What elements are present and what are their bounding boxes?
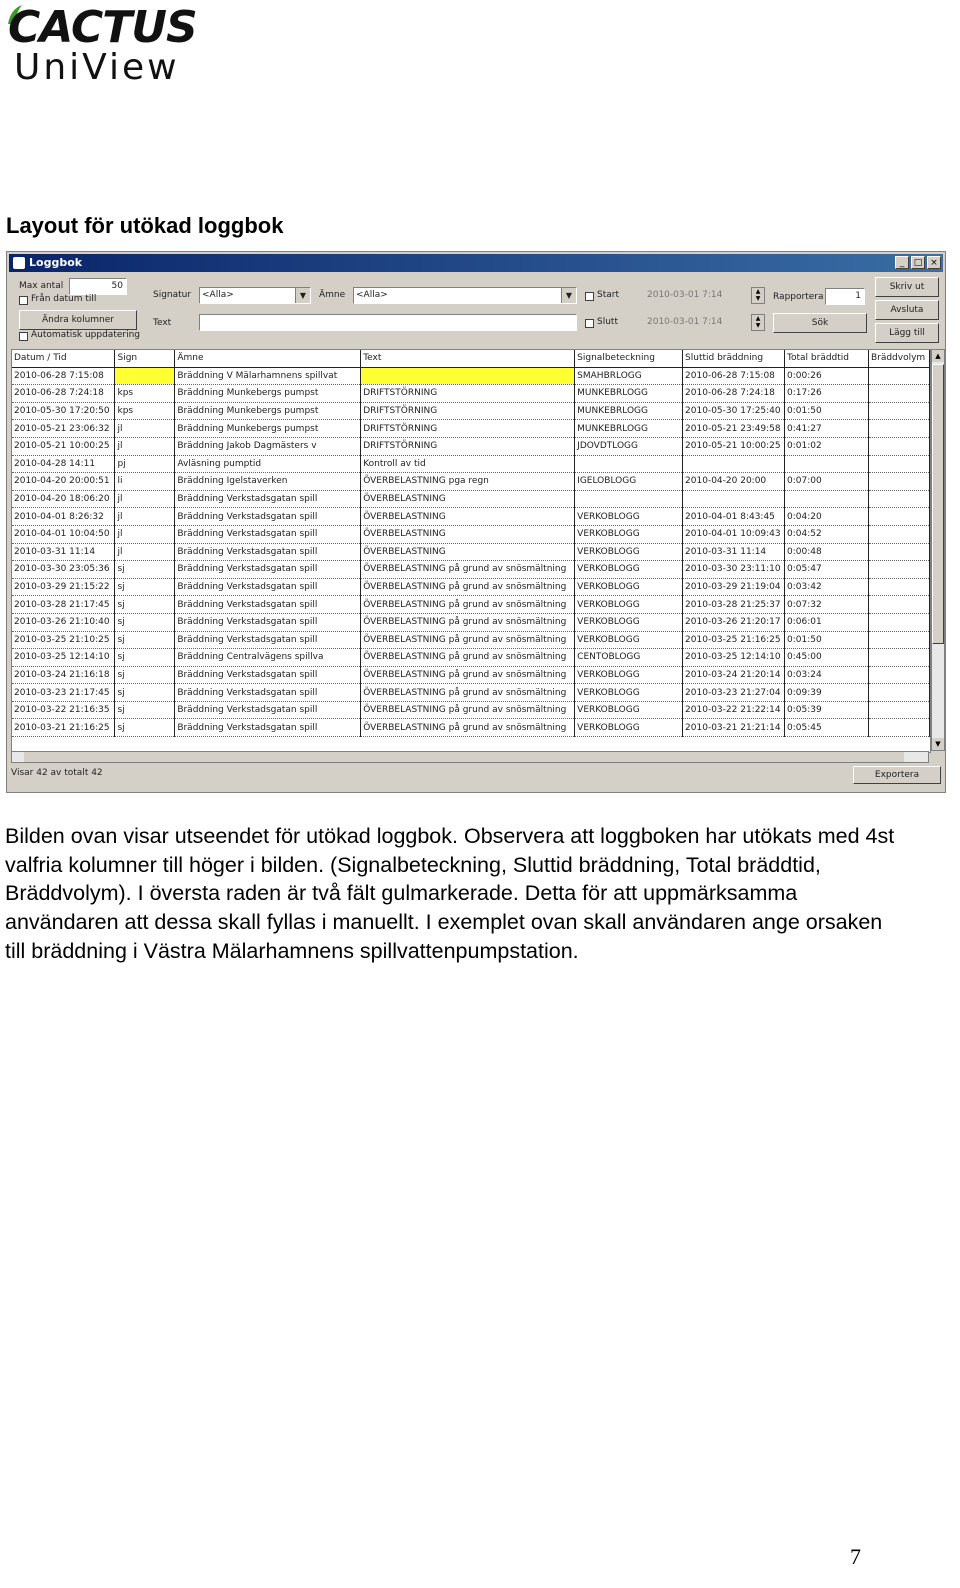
table-cell[interactable]: ÖVERBELASTNING på grund av snösmältning [361,684,575,702]
table-cell[interactable]: 0:17:26 [785,385,869,403]
table-cell[interactable]: 2010-04-20 20:00 [683,473,785,491]
window-titlebar[interactable] [9,254,943,272]
text-search-input[interactable] [199,314,577,331]
table-cell[interactable]: ÖVERBELASTNING på grund av snösmältning [361,719,575,737]
table-row[interactable] [12,666,930,684]
table-cell[interactable]: ÖVERBELASTNING på grund av snösmältning [361,701,575,719]
hscroll-thumb[interactable] [24,752,904,762]
table-cell[interactable]: Kontroll av tid [361,455,575,473]
table-cell[interactable]: VERKOBLOGG [575,525,683,543]
table-cell[interactable]: Bräddning Verkstadsgatan spill [175,490,361,508]
table-cell[interactable] [868,649,929,667]
table-cell[interactable]: VERKOBLOGG [575,508,683,526]
table-cell[interactable]: 2010-03-26 21:10:40 [12,613,115,631]
table-cell[interactable]: ÖVERBELASTNING pga regn [361,473,575,491]
table-cell[interactable] [868,473,929,491]
table-cell[interactable]: VERKOBLOGG [575,578,683,596]
table-cell[interactable]: 0:01:02 [785,437,869,455]
table-cell[interactable]: jl [115,490,175,508]
slutt-spinner[interactable]: ▲ ▼ [751,314,765,331]
table-cell[interactable] [868,525,929,543]
table-cell[interactable]: MUNKEBRLOGG [575,402,683,420]
table-cell[interactable]: 2010-03-23 21:27:04 [683,684,785,702]
table-cell[interactable]: IGELOBLOGG [575,473,683,491]
auto-uppdatering-label: Automatisk uppdatering [31,330,141,340]
fran-datum-label: Från datum till [31,294,97,304]
table-cell[interactable] [868,684,929,702]
table-cell[interactable]: Bräddning Verkstadsgatan spill [175,508,361,526]
table-cell[interactable]: ÖVERBELASTNING [361,525,575,543]
table-cell[interactable] [868,420,929,438]
app-icon [13,257,25,269]
table-cell[interactable]: ÖVERBELASTNING på grund av snösmältning [361,613,575,631]
table-cell[interactable]: 0:04:52 [785,525,869,543]
lagg-till-button[interactable]: Lägg till [875,323,939,343]
vertical-scrollbar[interactable] [931,349,945,751]
start-spinner[interactable]: ▲ ▼ [751,287,765,304]
table-cell[interactable]: kps [115,402,175,420]
table-row[interactable] [12,420,930,438]
table-cell[interactable]: Bräddning Verkstadsgatan spill [175,701,361,719]
table-cell[interactable]: 2010-03-21 21:21:14 [683,719,785,737]
table-cell[interactable]: 2010-03-24 21:20:14 [683,666,785,684]
cactus-uniview-logo [8,4,208,86]
table-cell[interactable] [868,701,929,719]
table-body [12,367,930,736]
table-cell[interactable]: 0:01:50 [785,631,869,649]
table-cell[interactable]: DRIFTSTÖRNING [361,402,575,420]
skriv-ut-button[interactable]: Skriv ut [875,277,939,297]
chevron-down-icon[interactable]: ▼ [295,288,310,303]
table-cell[interactable]: ÖVERBELASTNING på grund av snösmältning [361,561,575,579]
table-cell[interactable]: 2010-04-01 8:43:45 [683,508,785,526]
table-row[interactable] [12,701,930,719]
table-cell[interactable]: sj [115,596,175,614]
rapportera-label: Rapportera [773,292,824,302]
table-cell[interactable]: 2010-03-21 21:16:25 [12,719,115,737]
table-cell[interactable]: Bräddning V Mälarhamnens spillvat [175,367,361,385]
table-row[interactable] [12,543,930,561]
table-cell[interactable]: 0:00:26 [785,367,869,385]
table-row[interactable] [12,402,930,420]
table-cell[interactable]: 2010-05-21 23:06:32 [12,420,115,438]
scroll-down-icon[interactable]: ▼ [932,738,944,750]
window-title: Loggbok [29,256,83,269]
start-checkbox[interactable] [585,292,594,301]
table-cell[interactable]: ÖVERBELASTNING på grund av snösmältning [361,596,575,614]
table-cell[interactable]: VERKOBLOGG [575,719,683,737]
table-cell[interactable]: 2010-04-01 10:09:43 [683,525,785,543]
table-cell[interactable]: 2010-03-22 21:16:35 [12,701,115,719]
table-row[interactable] [12,455,930,473]
table-cell[interactable] [683,490,785,508]
table-row[interactable] [12,684,930,702]
description-paragraph: Bilden ovan visar utseendet för utökad loggbok. Observera att loggboken har utökats med 4st valfria kolumner till höger i bilden. (Signalbeteckning, Sluttid bräddning, Total bräddtid, Bräddvolym). I översta raden är två fält gulmarkerade. Detta för att uppmärksamma användaren att dessa skall fyllas i manuellt. I exemplet ovan skall användaren ange orsaken till bräddning i Västra Mälarhamnens spillvattenpumpstation. [5,824,895,963]
table-cell[interactable]: 2010-04-01 10:04:50 [12,525,115,543]
table-cell[interactable]: 2010-03-28 21:25:37 [683,596,785,614]
table-cell[interactable]: jl [115,508,175,526]
table-cell[interactable]: 2010-06-28 7:24:18 [683,385,785,403]
table-cell[interactable]: VERKOBLOGG [575,666,683,684]
table-cell[interactable]: Bräddning Munkebergs pumpst [175,420,361,438]
table-cell[interactable] [868,490,929,508]
table-cell[interactable] [868,596,929,614]
table-cell[interactable]: 0:07:32 [785,596,869,614]
table-cell[interactable]: 2010-06-28 7:15:08 [12,367,115,385]
table-cell[interactable]: ÖVERBELASTNING på grund av snösmältning [361,649,575,667]
table-row[interactable] [12,596,930,614]
table-cell[interactable]: sj [115,701,175,719]
logo-uniview-text: UniView [14,47,180,88]
table-cell[interactable]: 0:05:39 [785,701,869,719]
window-buttons [895,256,941,269]
table-cell[interactable] [785,455,869,473]
table-cell[interactable]: 2010-05-30 17:25:40 [683,402,785,420]
table-row[interactable] [12,613,930,631]
start-label: Start [597,290,619,300]
table-cell[interactable]: Bräddning Verkstadsgatan spill [175,543,361,561]
table-cell[interactable]: jl [115,420,175,438]
text-label: Text [153,318,172,328]
table-cell[interactable] [868,719,929,737]
table-cell[interactable]: li [115,473,175,491]
table-cell[interactable] [868,367,929,385]
column-header[interactable]: Signalbeteckning [575,350,683,367]
slutt-checkbox[interactable] [585,319,594,328]
table-cell[interactable]: 0:03:24 [785,666,869,684]
table-cell[interactable]: 2010-03-26 21:20:17 [683,613,785,631]
table-row[interactable] [12,473,930,491]
table-cell[interactable]: VERKOBLOGG [575,613,683,631]
table-cell[interactable]: 2010-05-21 23:49:58 [683,420,785,438]
table-cell[interactable]: Bräddning Verkstadsgatan spill [175,578,361,596]
table-cell[interactable]: sj [115,561,175,579]
signatur-select[interactable] [199,287,311,304]
table-cell[interactable]: 2010-03-22 21:22:14 [683,701,785,719]
table-cell[interactable]: 2010-03-25 12:14:10 [683,649,785,667]
exportera-button[interactable]: Exportera [853,766,941,784]
table-cell[interactable]: sj [115,631,175,649]
table-cell[interactable]: sj [115,578,175,596]
table-cell[interactable]: CENTOBLOGG [575,649,683,667]
andra-kolumner-button[interactable]: Ändra kolumner [19,310,137,330]
table-cell[interactable] [575,490,683,508]
table-cell[interactable]: Bräddning Verkstadsgatan spill [175,613,361,631]
start-datetime[interactable]: 2010-03-01 7:14 [647,290,723,300]
table-cell[interactable] [575,455,683,473]
table-cell[interactable]: 0:00:48 [785,543,869,561]
table-cell[interactable]: 0:45:00 [785,649,869,667]
table-row[interactable] [12,525,930,543]
table-cell[interactable]: Bräddning Centralvägens spillva [175,649,361,667]
table-cell[interactable]: Bräddning Verkstadsgatan spill [175,719,361,737]
table-cell[interactable]: ÖVERBELASTNING [361,490,575,508]
table-cell[interactable]: 2010-05-21 10:00:25 [12,437,115,455]
table-cell[interactable]: 2010-03-28 21:17:45 [12,596,115,614]
column-header[interactable]: Text [361,350,575,367]
table-cell[interactable]: 2010-03-24 21:16:18 [12,666,115,684]
table-cell[interactable]: VERKOBLOGG [575,561,683,579]
table-row[interactable] [12,385,930,403]
table-cell[interactable]: ÖVERBELASTNING [361,508,575,526]
amne-select[interactable] [353,287,577,304]
maximize-icon[interactable]: □ [911,256,925,269]
table-row[interactable] [12,508,930,526]
table-cell[interactable]: 0:41:27 [785,420,869,438]
page-number: 7 [850,1544,861,1569]
table-cell[interactable]: sj [115,649,175,667]
table-cell[interactable] [115,367,175,385]
table-cell[interactable] [785,490,869,508]
loggbok-table [11,349,931,753]
table-cell[interactable]: VERKOBLOGG [575,684,683,702]
table-cell[interactable] [868,631,929,649]
table-cell[interactable]: 2010-03-23 21:17:45 [12,684,115,702]
fran-datum-checkbox[interactable] [19,296,28,305]
table-cell[interactable]: 2010-03-30 23:11:10 [683,561,785,579]
signatur-value: <Alla> [202,290,234,300]
table-cell[interactable]: 0:03:42 [785,578,869,596]
table-cell[interactable]: Bräddning Verkstadsgatan spill [175,525,361,543]
table-row[interactable] [12,437,930,455]
table-row[interactable] [12,561,930,579]
loggbok-window [6,251,946,793]
column-header[interactable]: Ämne [175,350,361,367]
table-cell[interactable]: VERKOBLOGG [575,631,683,649]
status-text: Visar 42 av totalt 42 [11,768,103,778]
table-cell[interactable] [361,367,575,385]
table-row[interactable] [12,578,930,596]
table-cell[interactable]: Bräddning Verkstadsgatan spill [175,666,361,684]
table-cell[interactable]: 0:07:00 [785,473,869,491]
table-cell[interactable]: Bräddning Verkstadsgatan spill [175,561,361,579]
table-cell[interactable]: sj [115,613,175,631]
table-row[interactable] [12,719,930,737]
chevron-down-icon[interactable]: ▼ [561,288,576,303]
sok-button[interactable]: Sök [773,313,867,333]
table-cell[interactable]: 2010-03-25 21:10:25 [12,631,115,649]
column-header[interactable]: Bräddvolym [868,350,929,367]
column-header[interactable]: Datum / Tid [12,350,115,367]
table-cell[interactable]: 2010-03-30 23:05:36 [12,561,115,579]
table-cell[interactable]: ÖVERBELASTNING på grund av snösmältning [361,631,575,649]
slutt-datetime[interactable]: 2010-03-01 7:14 [647,317,723,327]
table-cell[interactable] [868,437,929,455]
table-cell[interactable] [868,666,929,684]
avsluta-button[interactable]: Avsluta [875,300,939,320]
table-cell[interactable]: kps [115,385,175,403]
table-cell[interactable]: ÖVERBELASTNING på grund av snösmältning [361,578,575,596]
table-cell[interactable] [868,508,929,526]
table-cell[interactable]: 2010-03-25 12:14:10 [12,649,115,667]
rapportera-input[interactable]: 1 [825,288,865,305]
table-cell[interactable]: 2010-03-29 21:19:04 [683,578,785,596]
table-cell[interactable]: SMAHBRLOGG [575,367,683,385]
table-cell[interactable]: 0:04:20 [785,508,869,526]
table-cell[interactable]: 0:05:45 [785,719,869,737]
table-cell[interactable]: jl [115,543,175,561]
table-cell[interactable]: ÖVERBELASTNING [361,543,575,561]
table-cell[interactable]: 2010-05-21 10:00:25 [683,437,785,455]
table-cell[interactable]: 2010-04-20 18:06:20 [12,490,115,508]
horizontal-scrollbar[interactable] [11,751,929,763]
amne-label: Ämne [319,290,346,300]
table-cell[interactable]: MUNKEBRLOGG [575,420,683,438]
table-cell[interactable]: DRIFTSTÖRNING [361,420,575,438]
table-cell[interactable]: Bräddning Verkstadsgatan spill [175,684,361,702]
table-cell[interactable] [868,613,929,631]
table-row[interactable] [12,631,930,649]
table-cell[interactable]: jl [115,525,175,543]
logo-cactus-text: CACTUS [8,2,197,53]
close-icon[interactable]: × [927,256,941,269]
table-cell[interactable] [868,561,929,579]
table-cell[interactable]: pj [115,455,175,473]
column-header[interactable]: Total bräddtid [785,350,869,367]
table-cell[interactable]: VERKOBLOGG [575,543,683,561]
signatur-label: Signatur [153,290,192,300]
table-cell[interactable]: 2010-04-28 14:11 [12,455,115,473]
table-cell[interactable]: 2010-06-28 7:24:18 [12,385,115,403]
max-antal-label: Max antal [19,281,64,291]
section-heading: Layout för utökad loggbok [6,213,284,238]
table-row[interactable] [12,367,930,385]
table-row[interactable] [12,490,930,508]
table-cell[interactable]: 0:01:50 [785,402,869,420]
table-cell[interactable]: 2010-03-31 11:14 [683,543,785,561]
scroll-up-icon[interactable]: ▲ [932,350,944,362]
table-cell[interactable] [868,402,929,420]
table-cell[interactable]: 2010-04-20 20:00:51 [12,473,115,491]
table-cell[interactable]: Bräddning Munkebergs pumpst [175,385,361,403]
table-row[interactable] [12,649,930,667]
table-cell[interactable] [868,543,929,561]
max-antal-input[interactable]: 50 [69,278,127,295]
table-cell[interactable]: MUNKEBRLOGG [575,385,683,403]
table-cell[interactable]: 0:09:39 [785,684,869,702]
table-cell[interactable]: 2010-05-30 17:20:50 [12,402,115,420]
table-cell[interactable]: sj [115,684,175,702]
auto-uppdatering-checkbox[interactable] [19,332,28,341]
table-cell[interactable]: ÖVERBELASTNING på grund av snösmältning [361,666,575,684]
table-cell[interactable]: 2010-04-01 8:26:32 [12,508,115,526]
table-cell[interactable]: DRIFTSTÖRNING [361,437,575,455]
slutt-label: Slutt [597,317,618,327]
table-cell[interactable] [868,385,929,403]
scroll-thumb[interactable] [932,364,944,644]
table-header-row [12,350,930,367]
table-cell[interactable]: JDOVDTLOGG [575,437,683,455]
table-cell[interactable]: sj [115,666,175,684]
amne-value: <Alla> [356,290,388,300]
minimize-icon[interactable]: _ [895,256,909,269]
table-cell[interactable]: Bräddning Verkstadsgatan spill [175,596,361,614]
table-cell[interactable]: 2010-03-29 21:15:22 [12,578,115,596]
table-cell[interactable]: 2010-03-31 11:14 [12,543,115,561]
table-cell[interactable]: VERKOBLOGG [575,596,683,614]
table-cell[interactable]: Bräddning Verkstadsgatan spill [175,631,361,649]
column-header[interactable]: Sluttid bräddning [683,350,785,367]
table-cell[interactable]: Bräddning Igelstaverken [175,473,361,491]
table-cell[interactable]: 0:06:01 [785,613,869,631]
table-cell[interactable]: DRIFTSTÖRNING [361,385,575,403]
table-cell[interactable] [868,578,929,596]
table-cell[interactable]: jl [115,437,175,455]
table-cell[interactable]: Bräddning Munkebergs pumpst [175,402,361,420]
column-header[interactable]: Sign [115,350,175,367]
loggbok-grid [12,350,930,737]
table-cell[interactable] [868,455,929,473]
table-cell[interactable] [683,455,785,473]
table-cell[interactable]: sj [115,719,175,737]
table-cell[interactable]: 2010-06-28 7:15:08 [683,367,785,385]
table-cell[interactable]: 0:05:47 [785,561,869,579]
table-cell[interactable]: Avläsning pumptid [175,455,361,473]
table-cell[interactable]: Bräddning Jakob Dagmästers v [175,437,361,455]
table-cell[interactable]: VERKOBLOGG [575,701,683,719]
table-cell[interactable]: 2010-03-25 21:16:25 [683,631,785,649]
